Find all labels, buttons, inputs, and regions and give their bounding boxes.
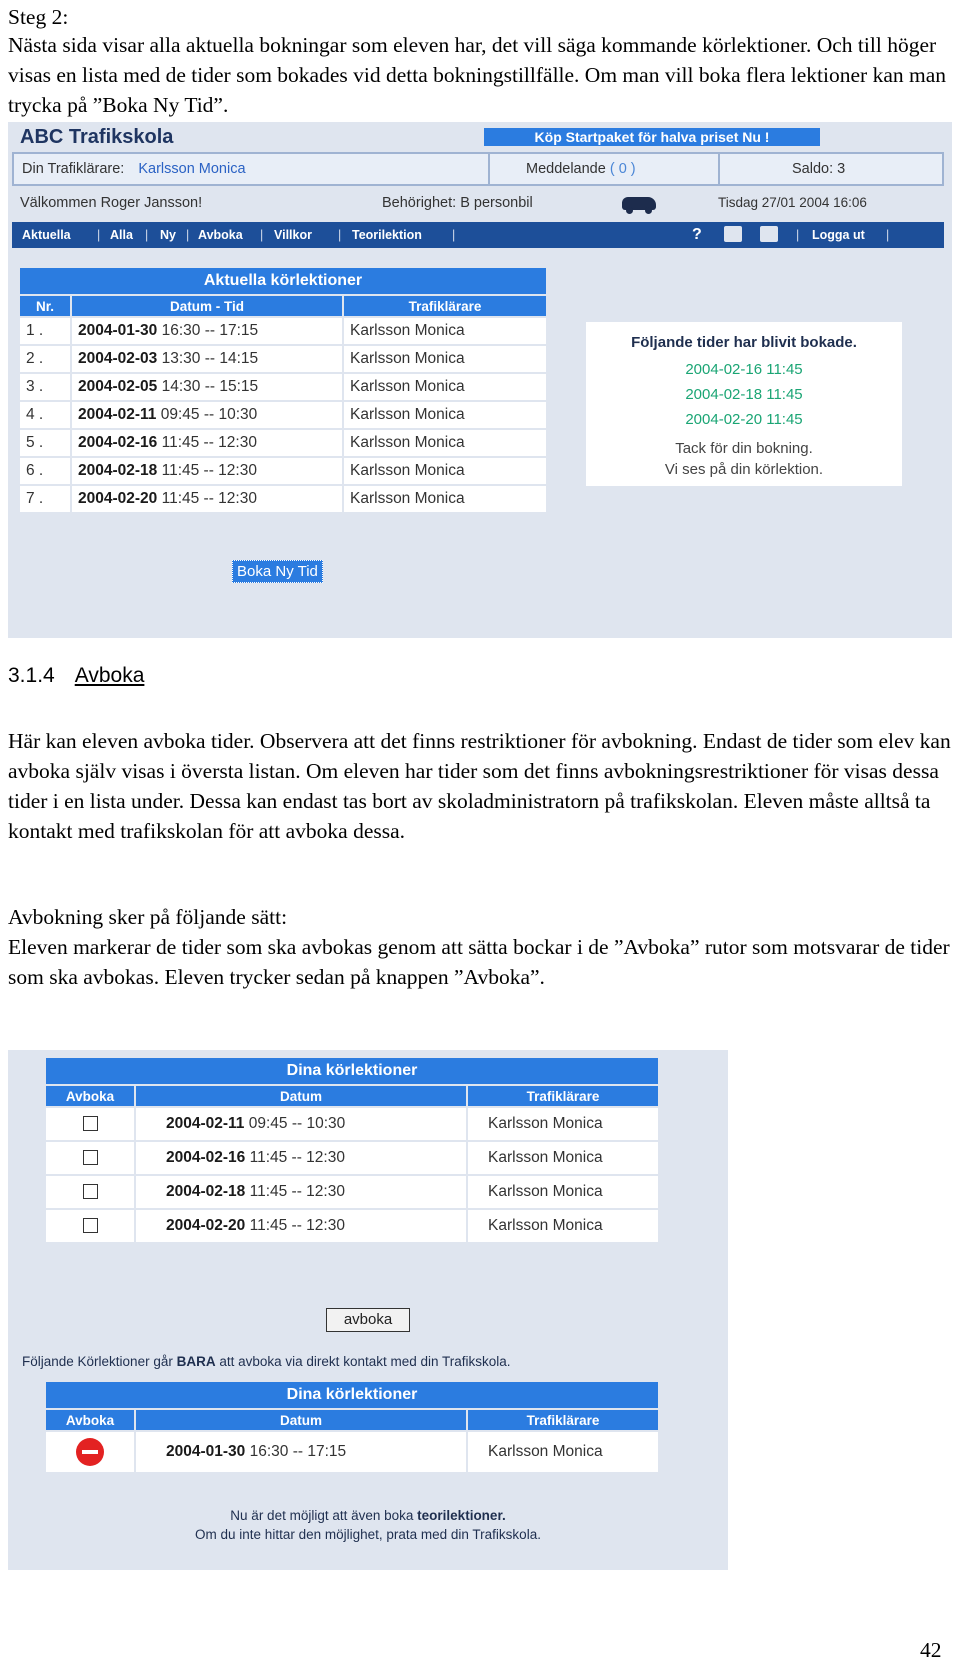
theory-note-text: Nu är det möjligt att även boka <box>230 1508 414 1523</box>
row-date: 2004-02-11 <box>78 406 157 423</box>
messages-label: Meddelande <box>526 161 606 177</box>
theory-note-link[interactable]: teorilektioner. <box>417 1508 506 1523</box>
nav-separator: | <box>886 228 890 242</box>
teacher-info <box>14 154 490 184</box>
nav-aktuella[interactable]: Aktuella <box>22 228 71 242</box>
column-header: Avboka <box>46 1410 134 1430</box>
row-time: 09:45 -- 10:30 <box>248 1115 346 1132</box>
row-teacher: Karlsson Monica <box>468 1142 658 1174</box>
row-date-time <box>72 430 342 456</box>
row-date: 2004-02-11 <box>166 1115 245 1132</box>
row-time: 11:45 -- 12:30 <box>249 1217 345 1234</box>
cancel-checkbox[interactable] <box>83 1218 98 1233</box>
row-date: 2004-02-16 <box>78 434 158 451</box>
booked-date: 2004-02-20 11:45 <box>685 411 803 428</box>
row-teacher: Karlsson Monica <box>344 374 546 400</box>
messages-link[interactable] <box>490 154 720 184</box>
row-teacher: Karlsson Monica <box>468 1108 658 1140</box>
nav-ny[interactable]: Ny <box>160 228 176 242</box>
booking-screenshot <box>8 122 952 638</box>
row-number: 2 . <box>20 346 70 372</box>
column-header: Trafiklärare <box>468 1410 658 1430</box>
row-date-time <box>136 1142 466 1174</box>
table-row <box>46 1210 658 1242</box>
row-time: 13:30 -- 14:15 <box>161 350 259 367</box>
nav-teorilektion[interactable]: Teorilektion <box>352 228 422 242</box>
info-bar <box>12 152 944 186</box>
restricted-note-text: Följande Körlektioner går <box>22 1354 173 1369</box>
column-header: Trafiklärare <box>468 1086 658 1106</box>
intro-paragraph: Nästa sida visar alla aktuella bokningar som eleven har, det vill säga kommande körlektioner. Och till höger visas en lista med de tider som bokades vid detta bokningstillfälle. Om man vill boka flera lektioner kan man trycka på ”Boka Ny Tid”. <box>8 33 947 117</box>
cancel-lessons-table <box>44 1056 660 1244</box>
nav-separator: | <box>145 228 149 242</box>
row-date: 2004-01-30 <box>166 1443 246 1460</box>
teacher-name[interactable]: Karlsson Monica <box>138 161 246 177</box>
row-time: 11:45 -- 12:30 <box>249 1183 345 1200</box>
row-date-time <box>136 1108 466 1140</box>
row-teacher: Karlsson Monica <box>344 458 546 484</box>
row-number: 4 . <box>20 402 70 428</box>
cancel-checkbox[interactable] <box>83 1184 98 1199</box>
restricted-note <box>22 1354 511 1369</box>
table-row <box>20 346 546 372</box>
table-row <box>46 1108 658 1140</box>
column-header: Datum <box>136 1410 466 1430</box>
logout-link[interactable]: Logga ut <box>812 228 865 242</box>
table-row <box>20 458 546 484</box>
row-date-time <box>72 318 342 344</box>
school-logo: ABC Trafikskola <box>20 126 174 148</box>
balance: Saldo: 3 <box>792 161 846 177</box>
table-caption: Aktuella körlektioner <box>20 268 546 294</box>
restricted-note-text: att avboka via direkt kontakt med din Trafikskola. <box>219 1354 511 1369</box>
nav-villkor[interactable]: Villkor <box>274 228 312 242</box>
column-header: Nr. <box>20 296 70 316</box>
table-row <box>20 486 546 512</box>
section-title: Avboka <box>74 664 145 687</box>
row-time: 16:30 -- 17:15 <box>161 322 259 339</box>
no-entry-icon <box>76 1438 104 1466</box>
help-icon[interactable]: ? <box>692 226 702 243</box>
print-icon[interactable] <box>724 226 742 242</box>
nav-avboka[interactable]: Avboka <box>198 228 243 242</box>
welcome-text: Välkommen Roger Jansson! <box>20 195 203 211</box>
procedure-heading: Avbokning sker på följande sätt: <box>8 905 288 929</box>
cancel-checkbox[interactable] <box>83 1150 98 1165</box>
nav-separator: | <box>452 228 456 242</box>
table-row <box>46 1176 658 1208</box>
column-header: Datum - Tid <box>72 296 342 316</box>
restricted-note-emphasis: BARA <box>176 1354 216 1369</box>
row-date: 2004-02-18 <box>166 1183 246 1200</box>
page-number: 42 <box>920 1638 942 1662</box>
row-time: 11:45 -- 12:30 <box>161 462 257 479</box>
row-teacher: Karlsson Monica <box>344 486 546 512</box>
row-teacher: Karlsson Monica <box>468 1210 658 1242</box>
row-number: 6 . <box>20 458 70 484</box>
table-row <box>20 318 546 344</box>
cancel-screenshot <box>8 1050 728 1570</box>
row-date-time <box>136 1176 466 1208</box>
row-time: 11:45 -- 12:30 <box>161 434 257 451</box>
section-heading <box>8 661 953 691</box>
table-caption: Dina körlektioner <box>46 1058 658 1084</box>
section-paragraph: Här kan eleven avboka tider. Observera att det finns restriktioner för avbokning. Endast de tider som elev kan avboka själv visas i översta listan. Om eleven har tider som det finns avbokningsrestriktioner för visas dessa tider i en lista under. Dessa kan endast tas bort av skoladministratorn på trafikskolan. Eleven måste alltså ta kontakt med trafikskolan för att avboka dessa. <box>8 729 951 843</box>
nav-separator: | <box>97 228 101 242</box>
welcome-bar <box>12 188 948 218</box>
promo-link[interactable]: Köp Startpaket för halva priset Nu ! <box>484 128 820 146</box>
row-date: 2004-01-30 <box>78 322 158 339</box>
table-row <box>20 374 546 400</box>
row-time: 11:45 -- 12:30 <box>161 490 257 507</box>
row-time: 14:30 -- 15:15 <box>161 378 259 395</box>
row-date-time <box>72 346 342 372</box>
table-row <box>46 1432 658 1472</box>
booked-confirmation <box>586 322 902 486</box>
nav-separator: | <box>260 228 264 242</box>
column-header: Trafiklärare <box>344 296 546 316</box>
row-date: 2004-02-16 <box>166 1149 246 1166</box>
table-row <box>46 1142 658 1174</box>
row-number: 7 . <box>20 486 70 512</box>
current-datetime: Tisdag 27/01 2004 16:06 <box>718 195 867 210</box>
booked-title: Följande tider har blivit bokade. <box>631 334 857 351</box>
teacher-label: Din Trafiklärare: <box>22 161 125 177</box>
nav-separator: | <box>186 228 190 242</box>
booked-date: 2004-02-18 11:45 <box>685 386 803 403</box>
row-date: 2004-02-20 <box>78 490 158 507</box>
row-time: 11:45 -- 12:30 <box>249 1149 345 1166</box>
cancel-checkbox[interactable] <box>83 1116 98 1131</box>
theory-note-text: Om du inte hittar den möjlighet, prata med din Trafikskola. <box>195 1527 541 1542</box>
column-header: Datum <box>136 1086 466 1106</box>
row-teacher: Karlsson Monica <box>344 318 546 344</box>
row-teacher: Karlsson Monica <box>468 1176 658 1208</box>
row-date-time <box>72 402 342 428</box>
table-row <box>20 430 546 456</box>
row-date: 2004-02-20 <box>166 1217 246 1234</box>
row-date: 2004-02-05 <box>78 378 158 395</box>
current-lessons-table <box>18 266 548 514</box>
mail-icon[interactable] <box>760 226 778 242</box>
step-label: Steg 2: <box>8 5 69 29</box>
row-date-time <box>136 1432 466 1472</box>
row-teacher: Karlsson Monica <box>344 346 546 372</box>
row-date: 2004-02-18 <box>78 462 158 479</box>
row-date-time <box>72 374 342 400</box>
see-you-line: Vi ses på din körlektion. <box>664 461 824 478</box>
section-number: 3.1.4 <box>8 664 55 687</box>
license-info: Behörighet: B personbil <box>382 195 533 211</box>
nav-separator: | <box>338 228 342 242</box>
row-date: 2004-02-03 <box>78 350 158 367</box>
nav-bar <box>12 222 944 248</box>
row-number: 3 . <box>20 374 70 400</box>
table-caption: Dina körlektioner <box>46 1382 658 1408</box>
procedure-paragraph: Eleven markerar de tider som ska avbokas genom att sätta bockar i de ”Avboka” rutor som motsvarar de tider som ska avbokas. Eleven trycker sedan på knappen ”Avboka”. <box>8 935 950 989</box>
nav-separator: | <box>796 228 800 242</box>
row-time: 09:45 -- 10:30 <box>160 406 258 423</box>
row-teacher: Karlsson Monica <box>344 402 546 428</box>
new-booking-button[interactable]: Boka Ny Tid <box>232 560 323 583</box>
row-number: 5 . <box>20 430 70 456</box>
row-teacher: Karlsson Monica <box>344 430 546 456</box>
row-teacher: Karlsson Monica <box>468 1432 658 1472</box>
theory-note <box>8 1506 728 1544</box>
row-date-time <box>72 458 342 484</box>
row-date-time <box>72 486 342 512</box>
booked-date: 2004-02-16 11:45 <box>685 361 803 378</box>
restricted-lessons-table <box>44 1380 660 1474</box>
row-date-time <box>136 1210 466 1242</box>
row-number: 1 . <box>20 318 70 344</box>
thanks-line: Tack för din bokning. <box>675 440 813 457</box>
column-header: Avboka <box>46 1086 134 1106</box>
messages-count: ( 0 ) <box>609 161 636 177</box>
cancel-button[interactable]: avboka <box>326 1308 410 1332</box>
table-row <box>20 402 546 428</box>
nav-alla[interactable]: Alla <box>110 228 133 242</box>
car-icon <box>622 197 656 210</box>
row-time: 16:30 -- 17:15 <box>249 1443 347 1460</box>
